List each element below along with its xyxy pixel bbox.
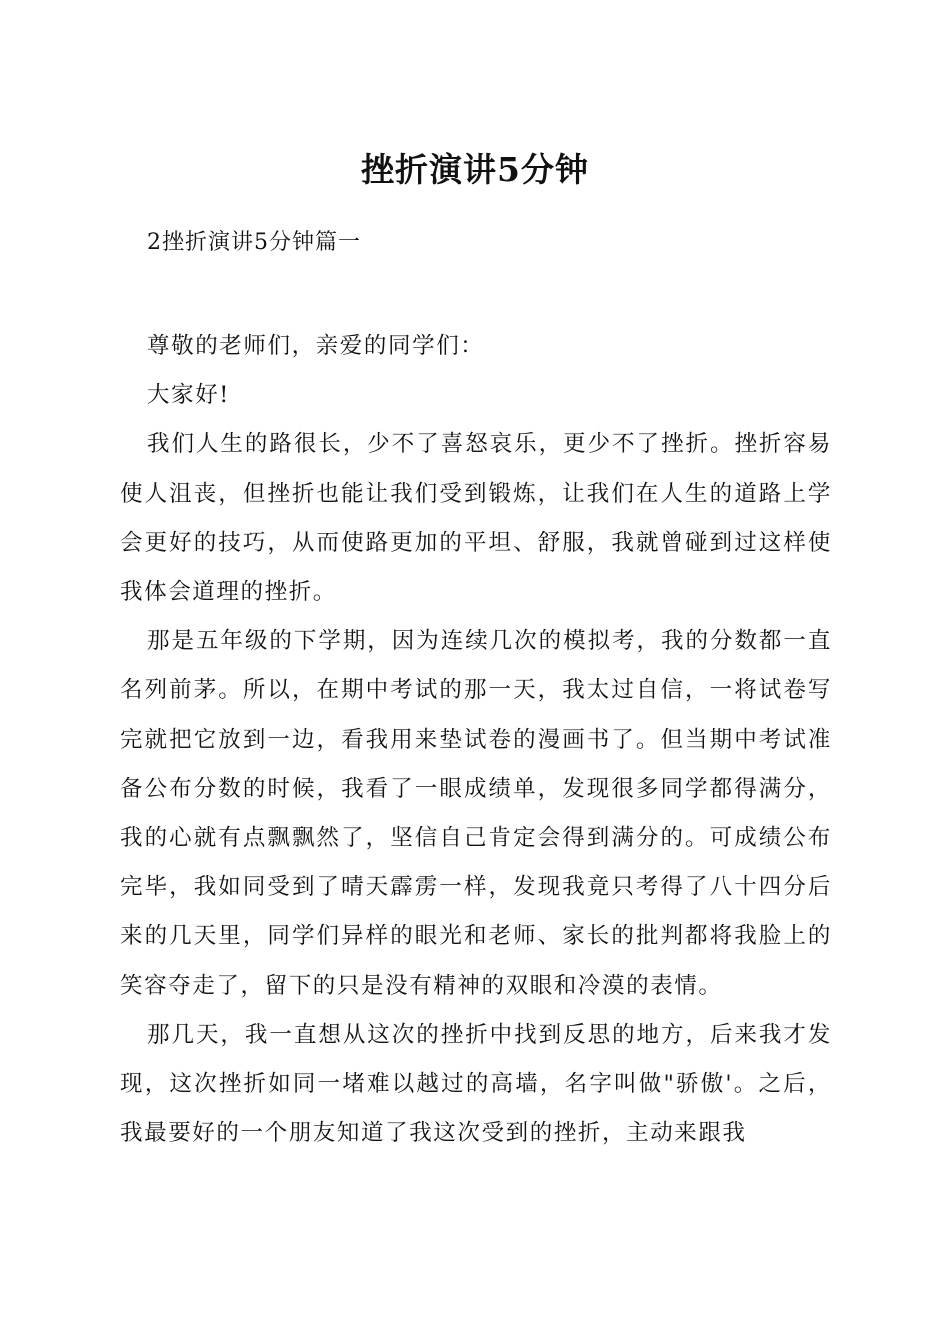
paragraph-1: 我们人生的路很长，少不了喜怒哀乐，更少不了挫折。挫折容易使人沮丧，但挫折也能让我们受到锻炼，让我们在人生的道路上学会更好的技巧，从而使路更加的平坦、舒服，我就曾碰到过这样使我体会道理的挫折。 — [120, 431, 832, 606]
paragraph-2: 那是五年级的下学期，因为连续几次的模拟考，我的分数都一直名列前茅。所以，在期中考试的那一天，我太过自信，一将试卷写完就把它放到一边，看我用来垫试卷的漫画书了。但当期中考试准备公布分数的时候，我看了一眼成绩单，发现很多同学都得满分，我的心就有点飘飘然了，坚信自己肯定会得到满分的。可成绩公布完毕，我如同受到了晴天霹雳一样，发现我竟只考得了八十四分后来的几天里，同学们异样的眼光和老师、家长的批判都将我脸上的笑容夺走了，留下的只是没有精神的双眼和冷漠的表情。 — [120, 628, 832, 999]
paragraph-3: 那几天，我一直想从这次的挫折中找到反思的地方，后来我才发现，这次挫折如同一堵难以越过的高墙，名字叫做"骄傲'。之后，我最要好的一个朋友知道了我这次受到的挫折，主动来跟我 — [120, 1021, 832, 1147]
document-title: 挫折演讲5分钟 — [361, 150, 589, 189]
paragraph-greeting: 尊敬的老师们，亲爱的同学们： — [147, 333, 485, 359]
document-subtitle: 2挫折演讲5分钟篇一 — [147, 230, 361, 255]
document-body — [120, 322, 832, 1158]
paragraph-hello: 大家好! — [147, 382, 230, 409]
